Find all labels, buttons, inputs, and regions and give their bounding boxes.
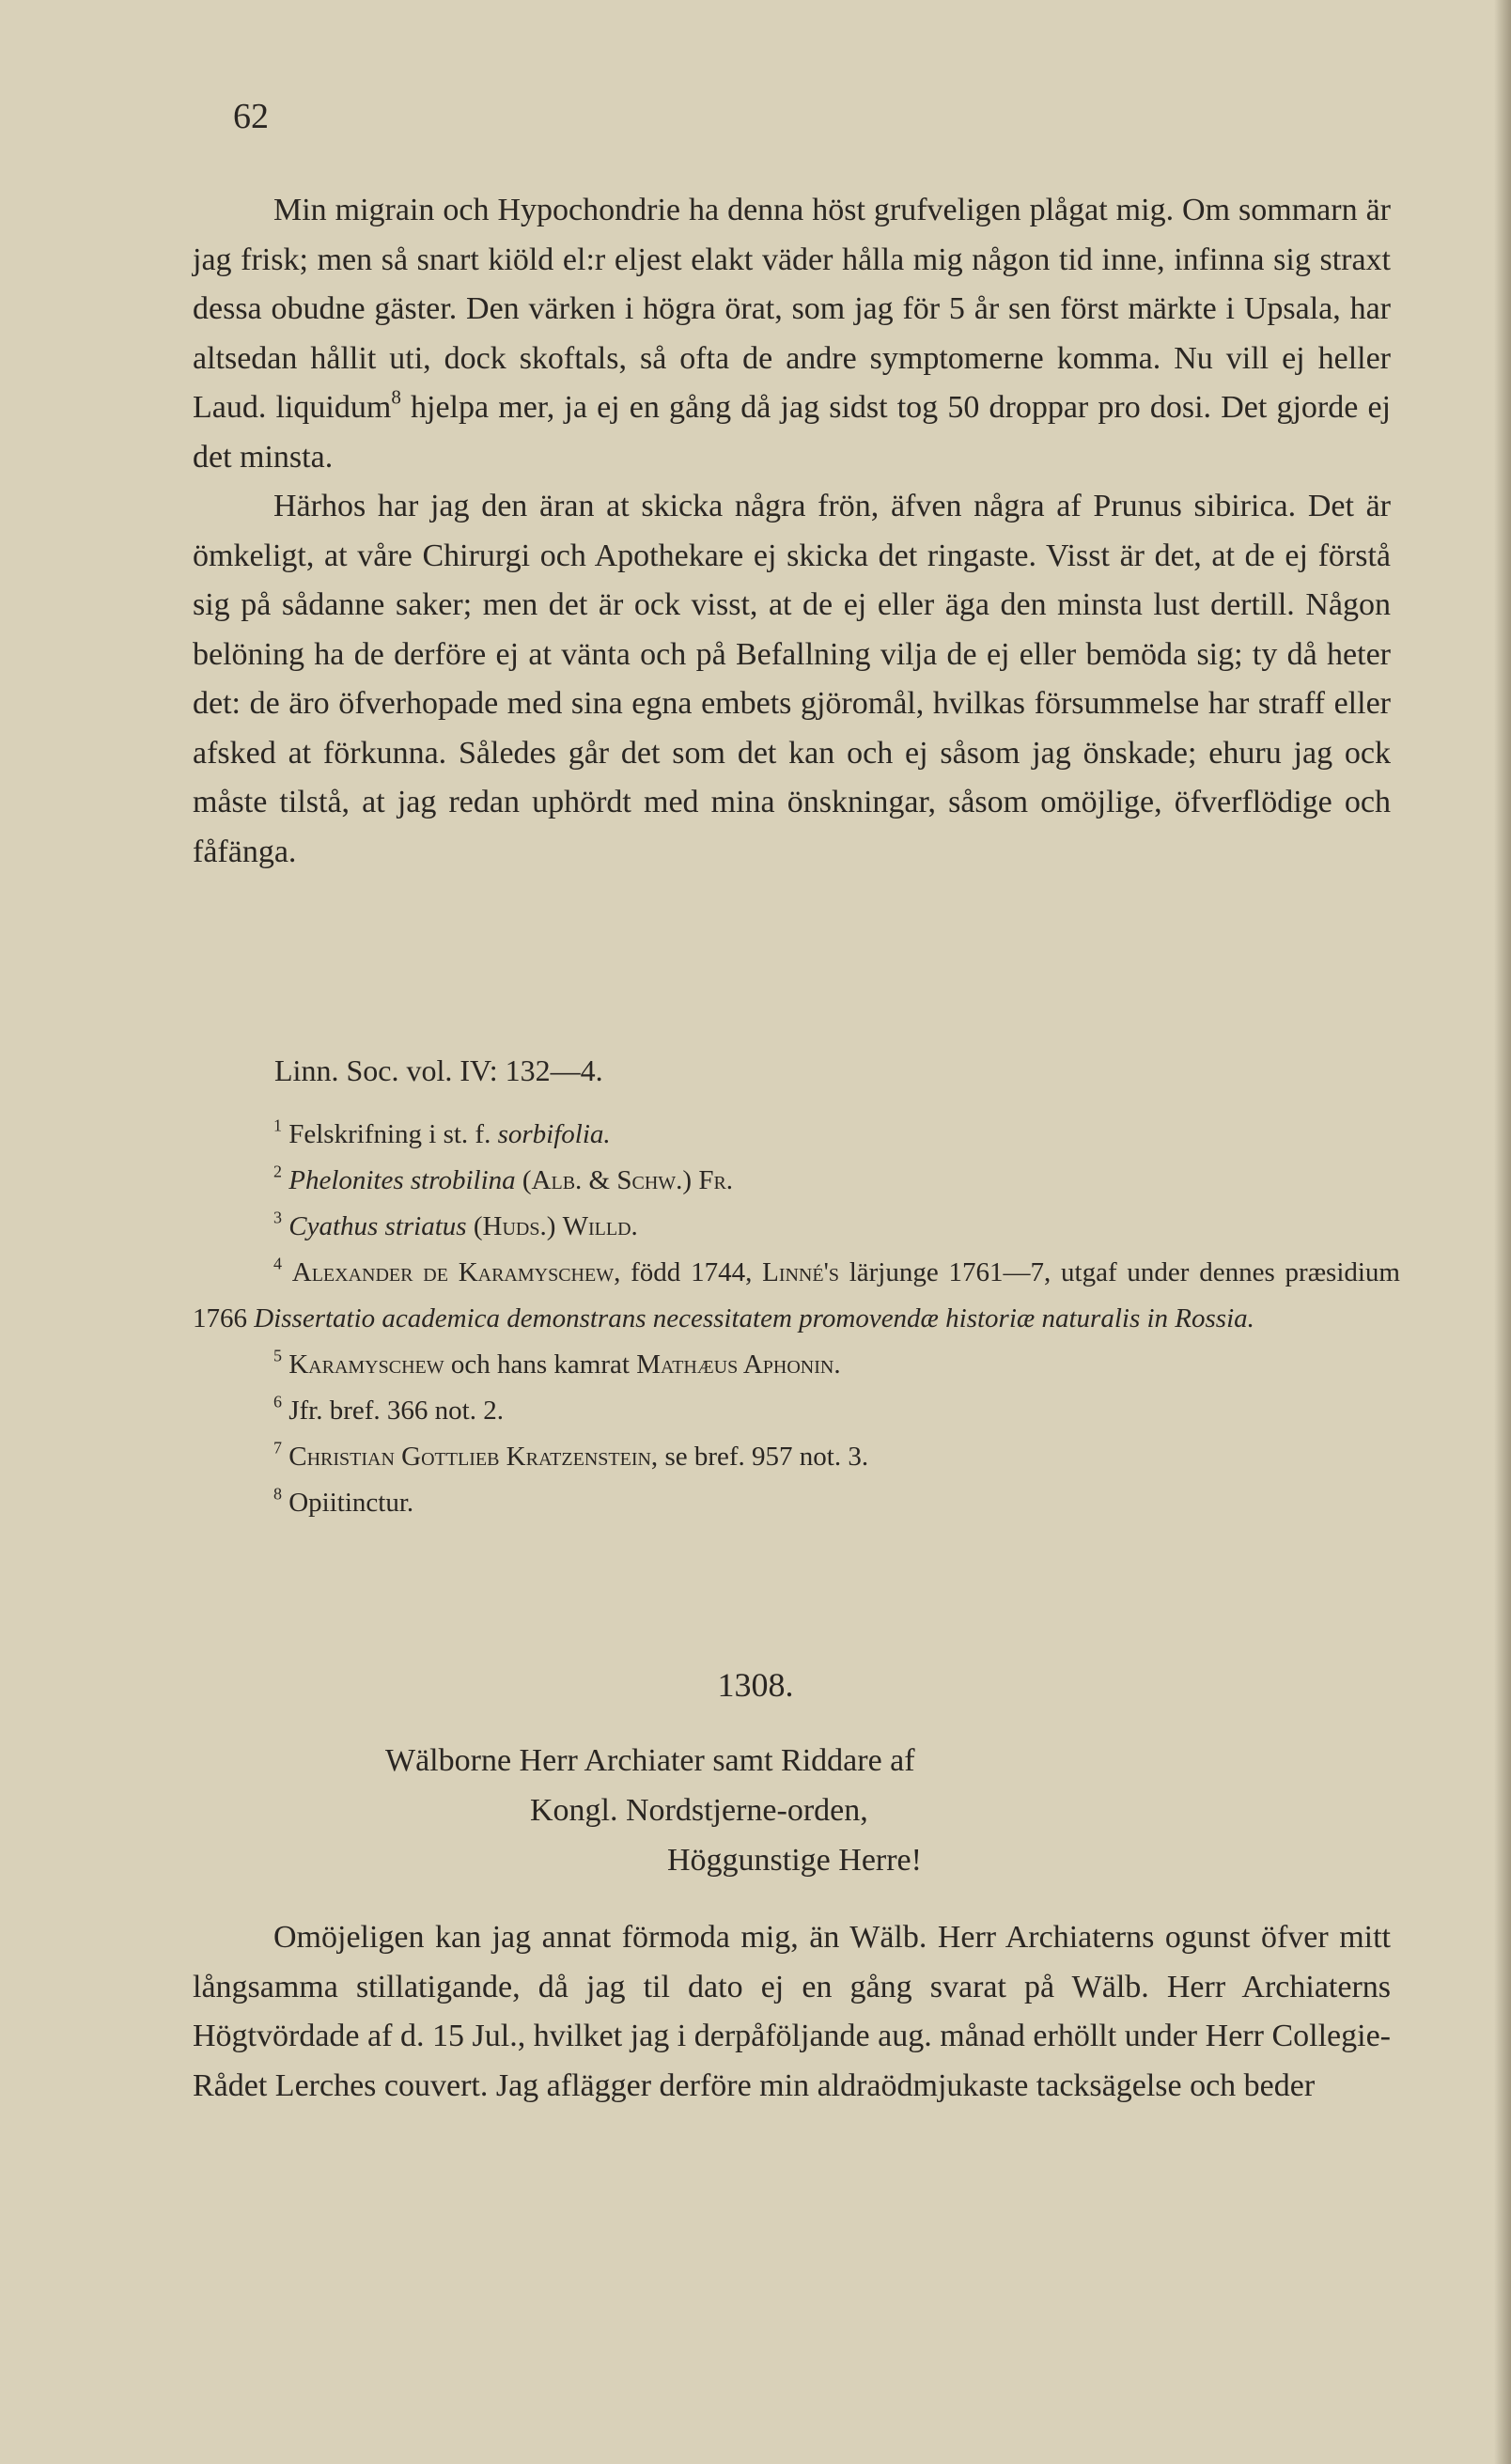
footnote-4: $^4$ Alexander de Karamyschew, född 1744, Linné's lärjunge 1761—7, utgaf under dennes præsidium 1766 Dissertatio academica demonstrans necessitatem promovendæ historiæ naturalis in Rossia. [193, 1254, 1400, 1333]
footnote-3: $^3$ Cyathus striatus (Huds.) Willd. [273, 1208, 638, 1241]
page-edge [1494, 0, 1511, 2464]
footnote-5: $^5$ Karamyschew och hans kamrat Mathæus Aphonin. [273, 1346, 841, 1380]
letter-body [193, 186, 1391, 877]
footnotes [193, 1112, 1400, 1526]
letter-number: 1308. [717, 1666, 794, 1704]
footnote-1: $^1$ Felskrifning i st. f. sorbifolia. [273, 1115, 611, 1149]
letter-paragraph-2: Härhos har jag den äran at skicka några frön, äfven några af Prunus sibirica. Det är ömkeligt, at våre Chirurgi och Apothekare ej skicka det ringaste. Visst är det, at de ej förstå sig på sådanne saker; men det är ock visst, at de ej eller äga den minsta lust dertill. Någon belöning ha de derföre ej at vänta och på Befallning vilja de ej eller bemöda sig; ty då heter det: de äro öfverhopade med sina egna embets gjöromål, hvilkas försummelse har straff eller afsked at förkunna. Således går det som det kan och ej såsom jag önskade; ehuru jag ock måste tilstå, at jag redan uphördt med mina önskningar, såsom omöjlige, öfverflödige och fåfänga. [193, 489, 1391, 869]
letter-2-paragraph: Omöjeligen kan jag annat förmoda mig, än Wälb. Herr Archiaterns ogunst öfver mitt långsamma stillatigande, då jag til dato ej en gång svarat på Wälb. Herr Archiaterns Högtvördade af d. 15 Jul., hvilket jag i derpåföljande aug. månad erhöllt under Herr Collegie-Rådet Lerches couvert. Jag aflägger derföre min aldraödmjukaste tacksägelse och beder [193, 1920, 1391, 2103]
page-number: 62 [233, 97, 269, 136]
source-reference: Linn. Soc. vol. IV: 132—4. [274, 1053, 603, 1087]
letter-2-body [193, 1913, 1391, 2111]
salutation-line-1: Wälborne Herr Archiater samt Riddare af [385, 1743, 915, 1778]
footnote-8: $^8$ Opiitinctur. [273, 1484, 414, 1518]
salutation-line-2: Kongl. Nordstjerne-orden, [530, 1793, 868, 1828]
footnote-7: $^7$ Christian Gottlieb Kratzenstein, se bref. 957 not. 3. [273, 1438, 869, 1472]
footnote-6: $^6$ Jfr. bref. 366 not. 2. [273, 1392, 504, 1426]
salutation-line-3: Höggunstige Herre! [667, 1843, 922, 1878]
footnote-2: $^2$ Phelonites strobilina (Alb. & Schw.) Fr. [273, 1162, 734, 1195]
letter-paragraph-1: Min migrain och Hypochondrie ha denna höst grufveligen plågat mig. Om sommarn är jag frisk; men så snart kiöld el:r eljest elakt väder hålla mig någon tid inne, infinna sig straxt dessa obudne gäster. Den värken i högra örat, som jag för 5 år sen först märkte i Upsala, har altsedan hållit uti, dock skoftals, så ofta de andre symptomerne komma. Nu vill ej heller Laud. liquidum$^8$ hjelpa mer, ja ej en gång då jag sidst tog 50 droppar pro dosi. Det gjorde ej det minsta. [193, 193, 1391, 475]
